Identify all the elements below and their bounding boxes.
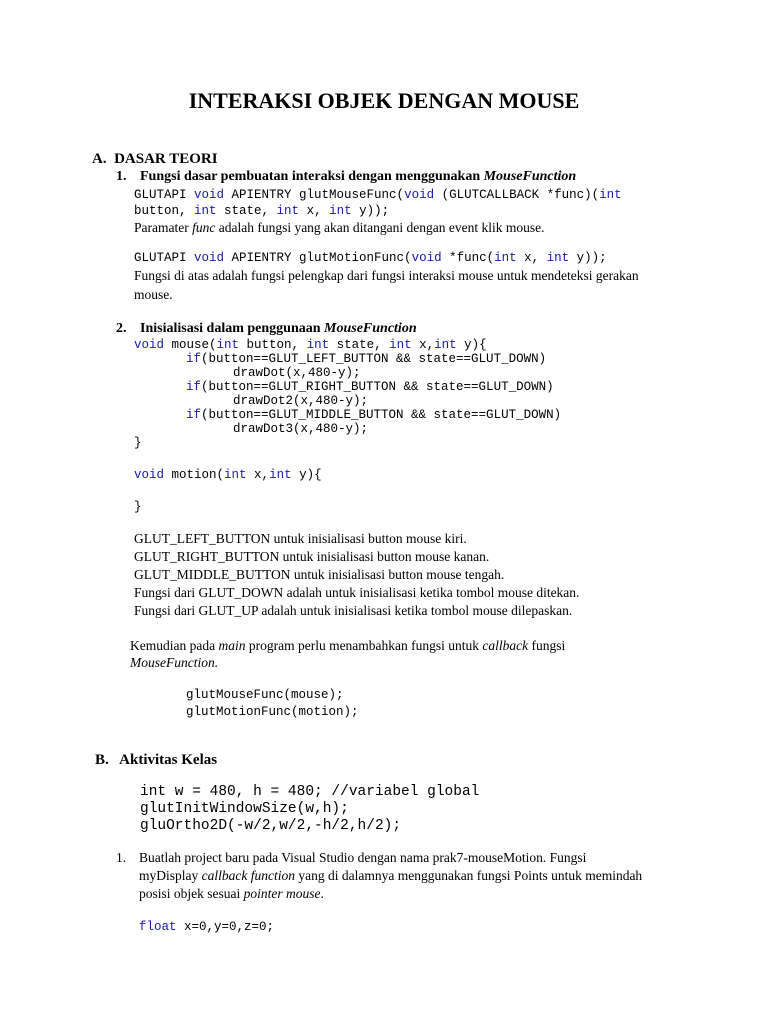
item-1-number: 1. (116, 169, 127, 184)
code-window-size: glutInitWindowSize(w,h); (140, 801, 349, 817)
code-motion-signature: void motion(int x,int y){ (134, 468, 322, 482)
code-if-left: if(button==GLUT_LEFT_BUTTON && state==GLUT_DOWN) (186, 352, 547, 366)
code-drawdot: drawDot(x,480-y); (233, 366, 361, 380)
callback-text-line2: MouseFunction. (130, 655, 219, 670)
code-motion-close: } (134, 500, 142, 514)
desc-right-button: GLUT_RIGHT_BUTTON untuk inisialisasi button mouse kanan. (134, 549, 490, 564)
code-if-middle: if(button==GLUT_MIDDLE_BUTTON && state==GLUT_DOWN) (186, 408, 562, 422)
code-glutmotionfunc-call: glutMotionFunc(motion); (186, 705, 359, 719)
desc-left-button: GLUT_LEFT_BUTTON untuk inisialisasi button mouse kiri. (134, 531, 467, 546)
code-ortho: gluOrtho2D(-w/2,w/2,-h/2,h/2); (140, 818, 402, 834)
code-global-vars: int w = 480, h = 480; //variabel global (140, 784, 480, 800)
desc-glut-up: Fungsi dari GLUT_UP adalah untuk inisialisasi ketika tombol mouse dilepaskan. (134, 603, 573, 618)
code-glutmousefunc-line2: button, int state, int x, int y)); (134, 204, 390, 218)
item-1-heading: Fungsi dasar pembuatan interaksi dengan menggunakan MouseFunction (140, 169, 577, 184)
callback-text-line1: Kemudian pada main program perlu menambahkan fungsi untuk callback fungsi (130, 638, 566, 653)
section-a-heading: A. DASAR TEORI (92, 151, 218, 167)
code-glutmousefunc-call: glutMouseFunc(mouse); (186, 688, 344, 702)
b-item-1-line1: Buatlah project baru pada Visual Studio dengan nama prak7-mouseMotion. Fungsi (139, 850, 587, 865)
item-2-heading: Inisialisasi dalam penggunaan MouseFunction (140, 321, 417, 336)
desc-middle-button: GLUT_MIDDLE_BUTTON untuk inisialisasi button mouse tengah. (134, 567, 505, 582)
desc-glut-down: Fungsi dari GLUT_DOWN adalah untuk inisialisasi ketika tombol mouse ditekan. (134, 585, 580, 600)
motion-description-line1: Fungsi di atas adalah fungsi pelengkap dari fungsi interaksi mouse untuk mendeteksi gerakan (134, 268, 639, 283)
code-mouse-close: } (134, 436, 142, 450)
code-drawdot2: drawDot2(x,480-y); (233, 394, 369, 408)
code-mouse-signature: void mouse(int button, int state, int x,int y){ (134, 338, 487, 352)
page-title: INTERAKSI OBJEK DENGAN MOUSE (188, 88, 580, 113)
b-item-1-line3: posisi objek sesuai pointer mouse. (139, 886, 324, 901)
motion-description-line2: mouse. (134, 287, 173, 302)
code-float-decl: float x=0,y=0,z=0; (139, 920, 275, 934)
item-2-number: 2. (116, 321, 127, 336)
b-item-1-line2: myDisplay callback function yang di dalamnya menggunakan fungsi Points untuk memindah (139, 868, 643, 883)
b-item-1-number: 1. (116, 850, 127, 865)
func-description: Paramater func adalah fungsi yang akan ditangani dengan event klik mouse. (134, 220, 545, 235)
code-if-right: if(button==GLUT_RIGHT_BUTTON && state==GLUT_DOWN) (186, 380, 554, 394)
code-glutmotionfunc: GLUTAPI void APIENTRY glutMotionFunc(void *func(int x, int y)); (134, 251, 607, 265)
code-glutmousefunc-line1: GLUTAPI void APIENTRY glutMouseFunc(void (GLUTCALLBACK *func)(int (134, 188, 622, 202)
code-drawdot3: drawDot3(x,480-y); (233, 422, 369, 436)
section-b-heading: B. Aktivitas Kelas (95, 752, 218, 768)
